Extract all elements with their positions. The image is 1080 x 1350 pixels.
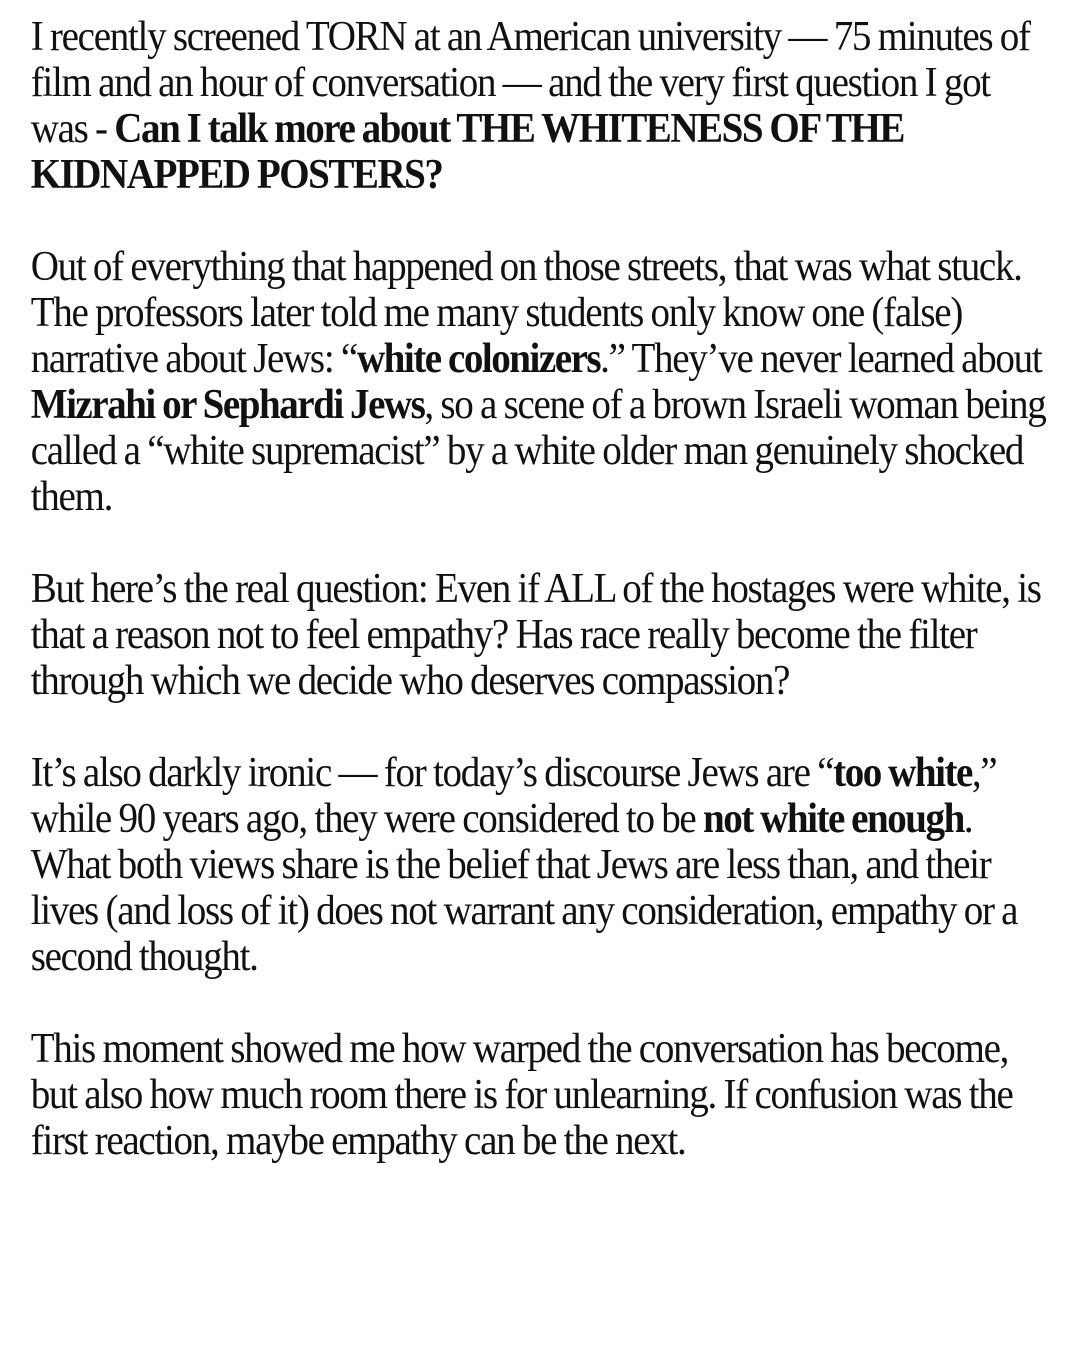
paragraph-screening	[31, 14, 1052, 198]
paragraph-text: Out of everything that happened on those streets, that was what stuck. The professors later told me many students only know one (false) narrative about Jews: “	[30, 244, 1022, 382]
paragraph-text: .” They’ve never learned about	[600, 336, 1042, 382]
paragraph-text: . What both views share is the belief that Jews are less than, and their lives (and loss of it) does not warrant any consideration, empathy or a second thought.	[30, 796, 1018, 980]
emphasis-not-white-enough: not white enough	[703, 796, 964, 842]
paragraph-text: This moment showed me how warped the conversation has become, but also how much room there is for unlearning. If confusion was the first reaction, maybe empathy can be the next.	[30, 1026, 1013, 1164]
paragraph-text: ,” while 90 years ago, they were considered to be	[30, 750, 997, 842]
highlighted-question: Can I talk more about THE WHITENESS OF THE KIDNAPPED POSTERS?	[30, 106, 904, 198]
paragraph-narrative	[31, 244, 1052, 520]
paragraph-text: I recently screened TORN at an American university — 75 minutes of film and an hour of conversation — and the very first question I got was -	[30, 14, 1030, 152]
paragraph-real-question	[31, 566, 1052, 704]
paragraph-conclusion	[31, 1026, 1052, 1164]
emphasis-white-colonizers: white colonizers	[356, 336, 601, 382]
paragraph-text: It’s also darkly ironic — for today’s discourse Jews are “	[30, 750, 834, 796]
paragraph-text: But here’s the real question: Even if ALL of the hostages were white, is that a reason not to feel empathy? Has race really become the filter through which we decide who deserves compassion?	[30, 566, 1041, 704]
emphasis-too-white: too white	[833, 750, 972, 796]
emphasis-mizrahi-sephardi: Mizrahi or Sephardi Jews	[30, 382, 425, 428]
paragraph-irony	[31, 750, 1052, 980]
paragraph-text: , so a scene of a brown Israeli woman being called a “white supremacist” by a white older man genuinely shocked them.	[30, 382, 1046, 520]
